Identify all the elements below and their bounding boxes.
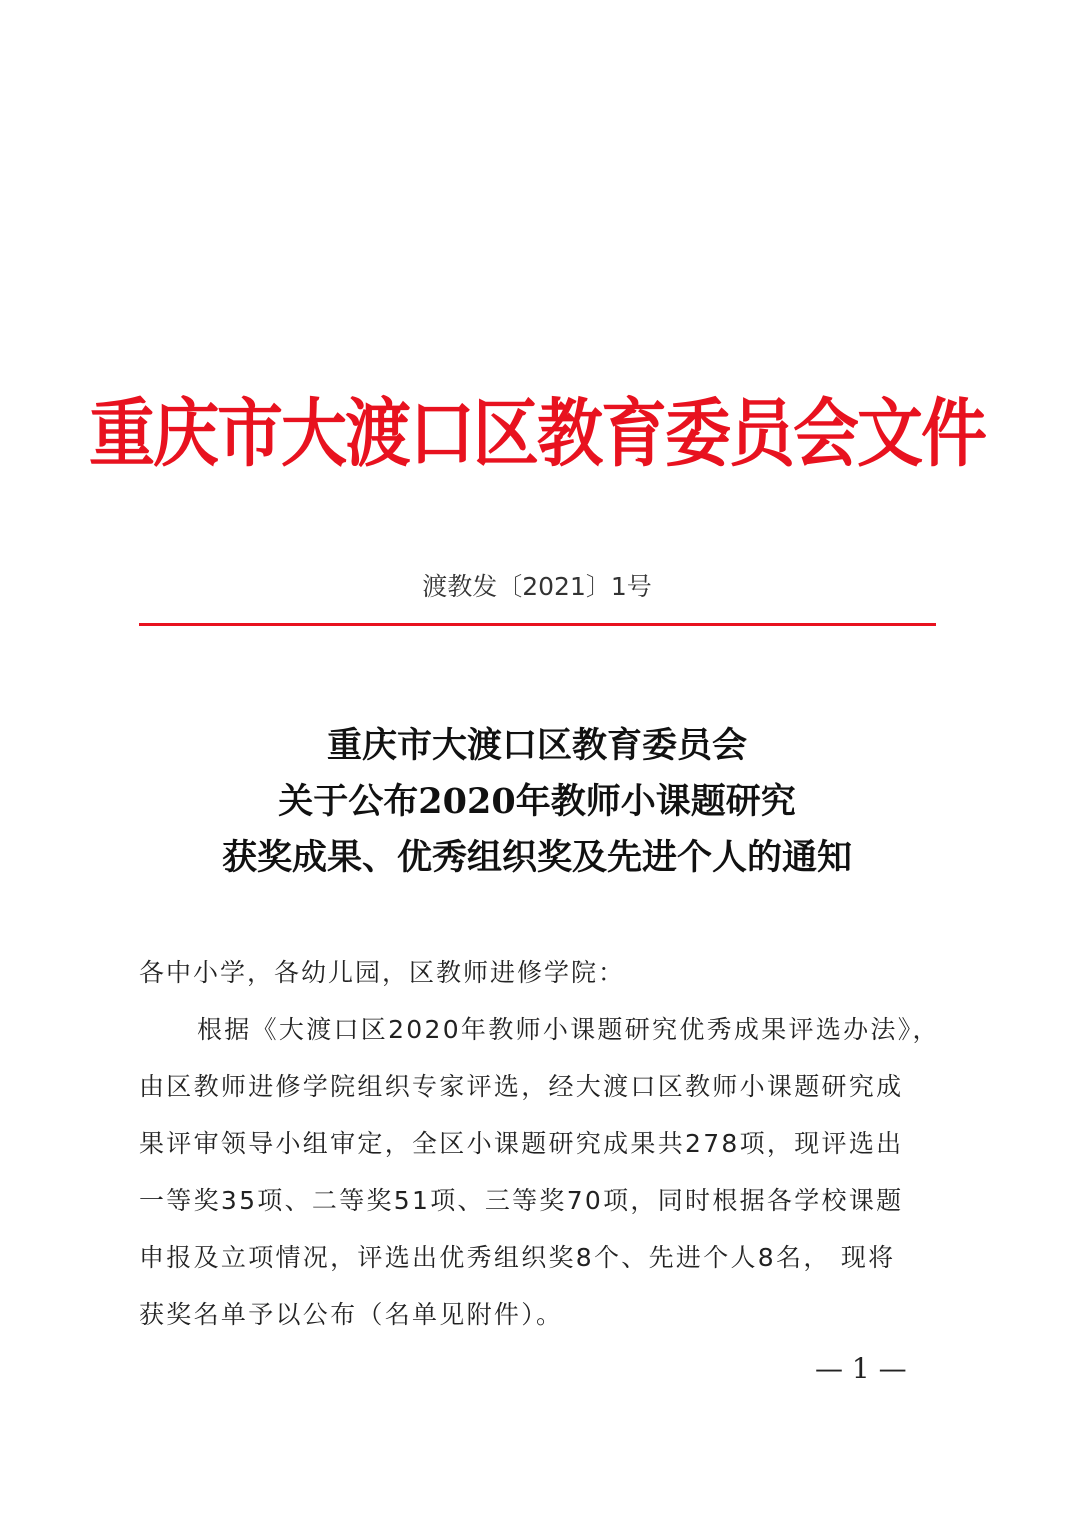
notice-body bbox=[139, 944, 940, 1343]
title-line-1: 重庆市大渡口区教育委员会 bbox=[326, 725, 747, 766]
body-line-3: 果评审领导小组审定，全区小课题研究成果共278项，现评选出 bbox=[139, 1129, 904, 1158]
body-line-1: 根据《大渡口区2020年教师小课题研究优秀成果评选办法》， bbox=[197, 1015, 940, 1044]
issuer-masthead: 重庆市大渡口区教育委员会文件 bbox=[89, 389, 985, 478]
body-line-2: 由区教师进修学院组织专家评选，经大渡口区教师小课题研究成 bbox=[139, 1072, 904, 1101]
title-line-3: 获奖成果、优秀组织奖及先进个人的通知 bbox=[221, 837, 852, 878]
body-line-4: 一等奖35项、二等奖51项、三等奖70项，同时根据各学校课题 bbox=[139, 1186, 904, 1215]
notice-title bbox=[0, 718, 1074, 886]
page-number: — 1 — bbox=[815, 1352, 907, 1385]
salutation: 各中小学，各幼儿园，区教师进修学院： bbox=[139, 958, 626, 987]
title-line-2: 关于公布2020年教师小课题研究 bbox=[278, 781, 796, 822]
body-line-6: 获奖名单予以公布（名单见附件）。 bbox=[139, 1300, 564, 1329]
body-line-5: 申报及立项情况，评选出优秀组织奖8个、先进个人8名， 现将 bbox=[139, 1243, 896, 1272]
red-divider-line bbox=[139, 623, 936, 626]
document-number: 渡教发〔2021〕1号 bbox=[422, 572, 652, 601]
